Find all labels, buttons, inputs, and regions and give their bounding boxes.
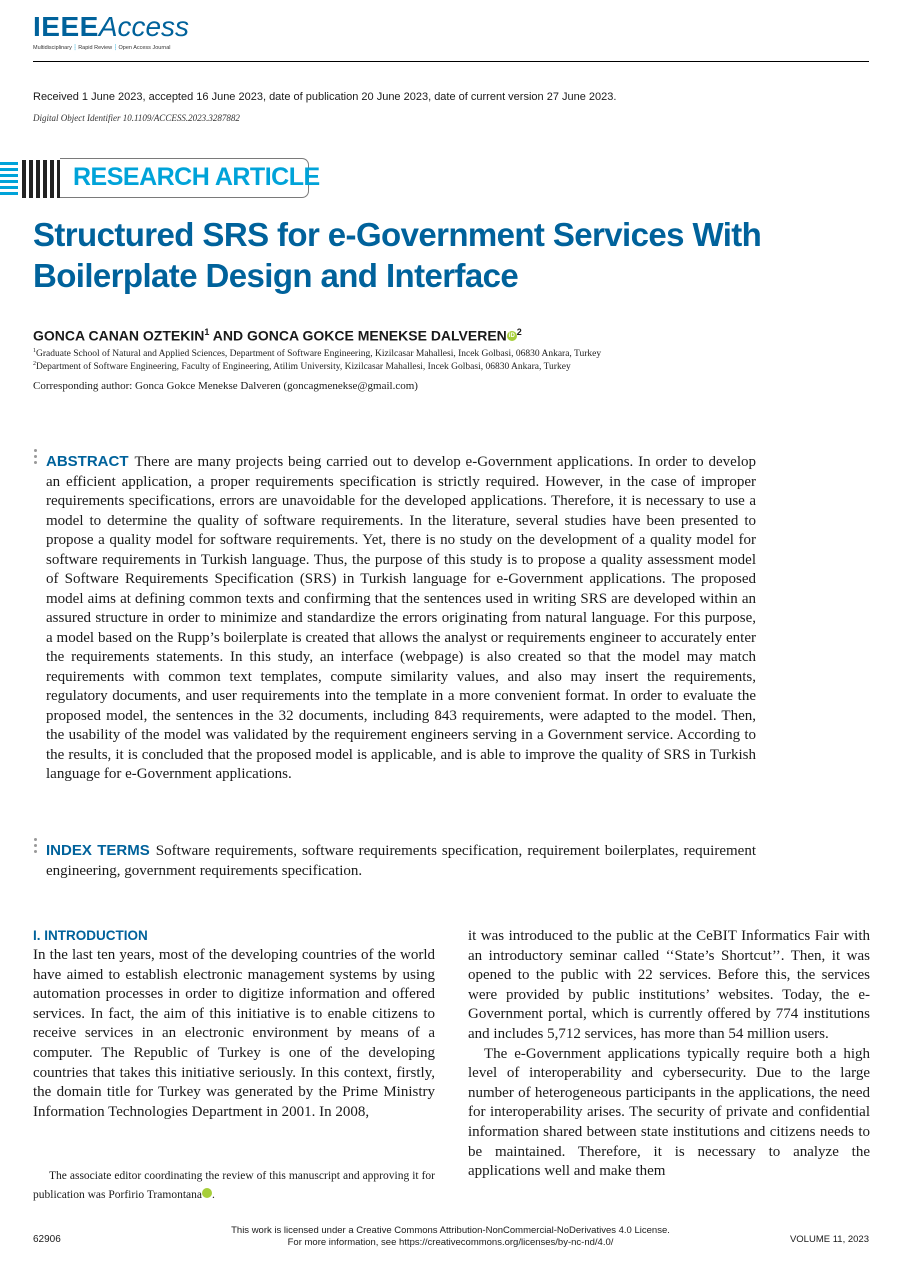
publication-dates: Received 1 June 2023, accepted 16 June 2023, date of publication 20 June 2023, date of current version 27 June 2023. <box>33 91 617 103</box>
article-type-banner <box>0 158 320 200</box>
banner-stripes-icon <box>0 160 60 198</box>
license-notice: This work is licensed under a Creative Commons Attribution-NonCommercial-NoDerivatives 4.0 License. For more information, see https://creativecommons.org/licenses/by-nc-nd/4.0/ <box>0 1225 901 1249</box>
body-paragraph: In the last ten years, most of the developing countries of the world have aimed to establish electronic management systems by using automation processes in order to digitize information and offered services. In fact, the aim of this initiative is to enable citizens to receive services in an electronic environment by means of a computer. The Republic of Turkey is one of the developing countries that takes this initiative seriously. In this context, firstly, the domain title for Turkey was generated by the Prime Ministry Information Technologies Department in 2001. In 2008, <box>33 947 435 1120</box>
body-paragraph: it was introduced to the public at the CeBIT Informatics Fair with an introductory seminar called ‘‘State’s Shortcut’’. Then, it was opened to the public with 22 services. Before this, the services were provided by public institutions’ websites. Today, the e-Government portal, which is currently offered by 774 institutions and includes 5,712 services, has more than 54 million users. <box>468 928 870 1042</box>
body-paragraph: The e-Government applications typically require both a high level of interoperability and cybersecurity. Due to the large number of heterogeneous participants in the applications, the need for interoperability arises. The security of private and confidential information shared between state institutions and citizens needs to be maintained. Therefore, it is necessary to analyze the applications well and make them <box>468 1045 870 1180</box>
right-column <box>468 927 870 1182</box>
article-type-label: RESEARCH ARTICLE <box>73 163 320 191</box>
orcid-icon[interactable]: iD <box>202 1188 212 1198</box>
header-divider <box>33 61 869 62</box>
author-name: GONCA CANAN OZTEKIN <box>33 327 205 344</box>
abstract-text: There are many projects being carried out to develop e-Government applications. In order to develop an efficient application, a proper requirements specification is strictly required. However, in the case of improper requirements specifications, errors are unavoidable for the developed applications. Therefore, it is necessary to use a model to determine the quality of software requirements. In the literature, several studies have been presented to propose a quality model for software requirements. Yet, there is no study on the development of a quality model for software requirements in Turkish language. Thus, the purpose of this study is to propose a quality assessment model of Software Requirements Specification (SRS) in Turkish language for e-Government applications. The proposed model aims at defining common texts and confirming that the sentences used in writing SRS are developed within an assured structure in order to minimize and standardize the errors originating from natural language. For this purpose, a model based on the Rupp’s boilerplate is created that allows the analyst or requirements engineer to accurately enter the requirements statements. In this study, an interface (webpage) is also created so that the model may match requirements with common text templates, compute similarity values, and also may insert the requirements, regulatory documents, and user requirements into the template in a more convenient format. In order to evaluate the proposed model, the sentences in the 32 documents, including 843 requirements, were adapted to the model. Then, the usability of the model was validated by the requirement engineers serving in a Government service. According to the results, it is concluded that the proposed model is applicable, and is able to improve the quality of SRS in Turkish language for e-Government applications. <box>46 454 756 782</box>
journal-tagline: Multidisciplinary ┆ Rapid Review ┆ Open Access Journal <box>33 45 171 51</box>
section-heading: I. INTRODUCTION <box>33 928 148 943</box>
page-number: 62906 <box>33 1234 61 1245</box>
license-link[interactable]: For more information, see https://creativecommons.org/licenses/by-nc-nd/4.0/ <box>287 1237 614 1248</box>
index-terms-label: INDEX TERMS <box>46 842 150 859</box>
abstract-label: ABSTRACT <box>46 453 129 470</box>
affiliation: $^1$Graduate School of Natural and Applied Sciences, Department of Software Engineering, Kizilcasar Mahallesi, Incek Golbasi, 06830 Ankara, Turkey <box>33 348 602 360</box>
doi-line: Digital Object Identifier 10.1109/ACCESS.2023.3287882 <box>33 113 240 123</box>
affiliation: $^2$Department of Software Engineering, Faculty of Engineering, Atilim University, Kizilcasar Mahallesi, Incek Golbasi, 06830 Ankara, Turkey <box>33 361 571 373</box>
orcid-icon[interactable]: iD <box>508 332 515 339</box>
journal-logo: IEEEAccess Multidisciplinary ┆ Rapid Review ┆ Open Access Journal <box>33 11 190 51</box>
index-terms-text: Software requirements, software requirements specification, requirement boilerplates, requirement engineering, government requirements specification. <box>46 843 756 879</box>
author-list: GONCA CANAN OZTEKIN$^1$ AND GONCA GOKCE MENEKSE DALVEREN iD $^2$ <box>33 327 522 344</box>
volume-label: VOLUME 11, 2023 <box>789 1234 869 1245</box>
index-terms-marker-icon <box>34 838 38 856</box>
editor-footnote: The associate editor coordinating the review of this manuscript and approving it for publication was Porfirio Tramontana iD. <box>33 1170 435 1201</box>
corresponding-author: Corresponding author: Gonca Gokce Menekse Dalveren (goncagmenekse@gmail.com) <box>33 380 418 392</box>
author-name: GONCA GOKCE MENEKSE DALVEREN <box>246 327 507 344</box>
abstract-marker-icon <box>34 449 38 467</box>
index-terms <box>46 841 756 881</box>
abstract <box>46 452 756 785</box>
paper-title: Structured SRS for e-Government Services With Boilerplate Design and Interface <box>33 216 762 294</box>
